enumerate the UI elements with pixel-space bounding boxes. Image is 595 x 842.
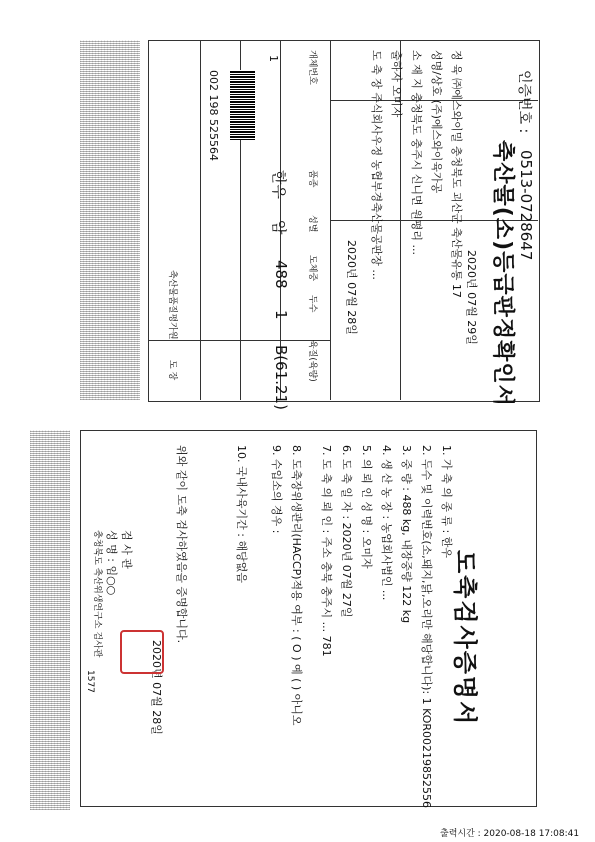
- item-line: 9. 수입소의 경우 :: [270, 445, 283, 534]
- item-line: 10. 국내사육기간 : 해당없음: [235, 445, 248, 583]
- print-time: 출력시간 : 2020-08-18 17:08:41: [440, 829, 580, 839]
- table-line: [200, 40, 201, 400]
- item-line: 8. 도축장위생관리(HACCP)적용 여부 : ( O ) 예 ( ) 아니오: [290, 445, 303, 726]
- row-text: 도 축 장 주식회사우정 농협부경축산물공판장 ...: [370, 50, 383, 280]
- scan-noise: [80, 40, 140, 400]
- item-line: 5. 의 뢰 인 성 명 : 오미자: [360, 445, 373, 569]
- footer-text: 도 장: [167, 360, 177, 381]
- row-text: 출하자 오미자: [390, 50, 403, 118]
- th-count: 두수: [307, 295, 317, 313]
- issue-date: 2020년 07월 28일: [150, 640, 163, 735]
- item-line: 3. 중 량 : 488 kg, 내장중량 122 kg: [400, 445, 413, 624]
- item-line: 위와 같이 도축 검사하였음을 증명합니다.: [175, 445, 188, 644]
- row-text: 소 재 지 충청북도 충주시 신니면 원평리 ...: [410, 50, 423, 255]
- judge-date: 2020년 07월 29일: [465, 250, 478, 345]
- scan-noise: [30, 430, 70, 810]
- meat-no: 002 198 525564: [207, 70, 220, 161]
- grade-date: 2020년 07월 28일: [345, 240, 358, 335]
- sex-value: 암: [270, 220, 288, 235]
- inspector-name: 성 명 : 임○○: [105, 530, 118, 596]
- cert-no: 0513-0728647: [517, 150, 535, 261]
- species-value: 한우: [270, 170, 288, 199]
- th-individual: 개체번호: [307, 50, 317, 85]
- table-line: [148, 340, 330, 341]
- item-line: 2. 두수 및 이력번호(소,돼지,닭,오리만 해당합니다): 1 KOR00219852556: [420, 445, 433, 809]
- count-top: 1: [267, 55, 280, 62]
- item-line: 1. 가 축 의 종 류 : 한우: [440, 445, 453, 559]
- slaughter-certificate: [80, 430, 540, 810]
- barcode: [230, 70, 255, 140]
- row-text: 성명/상호 (주)에스와이육가공: [430, 50, 443, 194]
- office-name: 충청북도 축산위생연구소 검사관: [92, 530, 102, 658]
- th-grade: 육질(육량): [307, 340, 317, 382]
- th-sex: 성별: [307, 215, 317, 233]
- row-text: 정 육 ㈜에스와이밀 충청북도 괴산군 축산물유통 17: [450, 50, 463, 298]
- inspector-label: 검 사 관: [120, 530, 133, 569]
- item-line: 7. 도 축 의 뢰 인 : 주소 충북 충주시 ... 781: [320, 445, 333, 657]
- certificate-title: 축산물(소)등급판정확인서: [490, 140, 515, 407]
- stamp-no: 1577: [85, 670, 95, 693]
- grade-value: B(61.21): [272, 345, 290, 410]
- official-stamp: [120, 630, 164, 674]
- seal-text: 축산물품질평가원: [167, 270, 177, 340]
- th-species: 품종: [307, 170, 317, 188]
- weight-value: 488: [272, 260, 290, 289]
- item-line: 6. 도 축 일 자 : 2020년 07월 27일: [340, 445, 353, 618]
- th-weight: 도체중: [307, 255, 317, 282]
- certificate-title: 도축검사증명서: [451, 550, 479, 727]
- cert-no-label: 인증번호 :: [516, 70, 532, 134]
- item-line: 4. 생 산 농 장 : 농업회사법인 ...: [380, 445, 393, 601]
- grade-certificate: [80, 40, 540, 410]
- count-value: 1: [272, 310, 290, 320]
